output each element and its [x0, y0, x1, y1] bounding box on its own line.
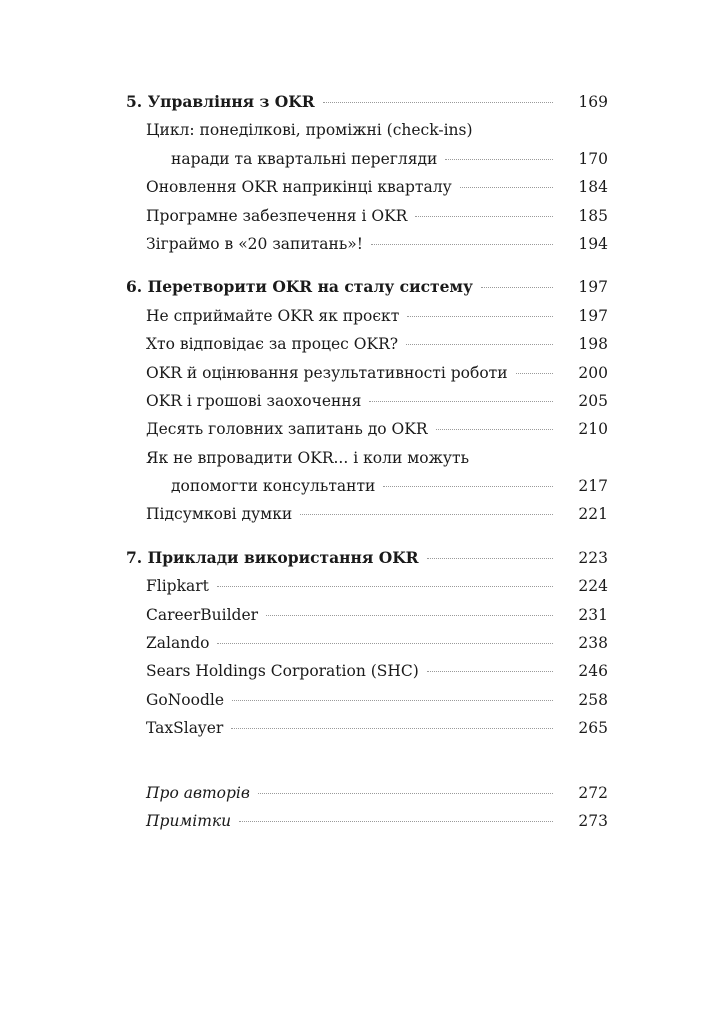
- toc-entry[interactable]: [126, 415, 608, 443]
- entry-title: Цикл: понеділкові, проміжні (check-ins): [146, 121, 473, 140]
- page-number: 210: [578, 420, 608, 439]
- page-number: 258: [578, 690, 608, 709]
- dot-leader: [266, 614, 553, 616]
- page-number: 198: [578, 335, 608, 354]
- dot-leader: [371, 243, 553, 245]
- entry-title: Примітки: [146, 811, 232, 830]
- entry-title: OKR і грошові заохочення: [146, 391, 362, 410]
- dot-leader: [383, 485, 553, 487]
- toc-entry-continuation[interactable]: [126, 472, 608, 500]
- chapter-title: 7. Приклади використання OKR: [126, 547, 419, 567]
- entry-title-continuation: наради та квартальні перегляди: [171, 149, 438, 168]
- entry-title: Flipkart: [146, 577, 209, 596]
- toc-entry[interactable]: [126, 686, 608, 714]
- page-number: 223: [578, 548, 608, 567]
- dot-leader: [427, 557, 553, 559]
- page-number: 194: [578, 234, 608, 253]
- toc-entry[interactable]: [126, 500, 608, 528]
- page-number: 205: [578, 391, 608, 410]
- dot-leader: [445, 158, 553, 160]
- entry-title: CareerBuilder: [146, 605, 259, 624]
- dot-leader: [217, 585, 553, 587]
- toc-entry[interactable]: [126, 387, 608, 415]
- page-number: 169: [578, 93, 608, 111]
- dot-leader: [427, 670, 553, 672]
- entry-title: Програмне забезпечення і OKR: [146, 206, 408, 225]
- entry-title: TaxSlayer: [146, 719, 224, 738]
- page-number: 265: [578, 719, 608, 738]
- toc-entry[interactable]: [126, 230, 608, 258]
- entry-title: Sears Holdings Corporation (SHC): [146, 662, 419, 681]
- dot-leader: [239, 820, 553, 822]
- page-number: 221: [578, 505, 608, 524]
- entry-title: Десять головних запитань до OKR: [146, 420, 428, 439]
- page-number: 217: [578, 477, 608, 496]
- page-number: 170: [578, 149, 608, 168]
- dot-leader: [460, 186, 553, 188]
- toc-entry[interactable]: [126, 116, 608, 144]
- dot-leader: [217, 642, 553, 644]
- dot-leader: [258, 792, 553, 794]
- entry-title: Zalando: [146, 634, 210, 653]
- page-number: 246: [578, 662, 608, 681]
- toc-entry[interactable]: [126, 714, 608, 742]
- toc-chapter-heading[interactable]: [126, 544, 608, 572]
- page-number: 224: [578, 577, 608, 596]
- toc-entry[interactable]: [126, 629, 608, 657]
- entry-title: Зіграймо в «20 запитань»!: [146, 234, 363, 253]
- chapter-title: 6. Перетворити OKR на сталу систему: [126, 277, 473, 297]
- entry-title: Не сприймайте OKR як проєкт: [146, 306, 400, 325]
- entry-title: OKR й оцінювання результативності роботи: [146, 363, 508, 382]
- page-number: 238: [578, 634, 608, 653]
- toc-entry[interactable]: [126, 572, 608, 600]
- toc-entry[interactable]: [126, 302, 608, 330]
- page-number: 185: [578, 206, 608, 225]
- toc-entry[interactable]: [126, 330, 608, 358]
- toc-entry[interactable]: [126, 657, 608, 685]
- toc-section-6: [126, 273, 608, 529]
- toc-entry[interactable]: [126, 359, 608, 387]
- dot-leader: [516, 372, 553, 374]
- toc-section-7: [126, 544, 608, 743]
- toc-back-matter: [126, 779, 608, 836]
- page-number: 200: [578, 363, 608, 382]
- page-number: 231: [578, 605, 608, 624]
- dot-leader: [406, 343, 553, 345]
- toc-chapter-heading[interactable]: [126, 273, 608, 301]
- toc-entry-continuation[interactable]: [126, 145, 608, 173]
- toc-chapter-heading[interactable]: [126, 88, 608, 116]
- entry-title: Оновлення OKR наприкінці кварталу: [146, 178, 452, 197]
- entry-title: GoNoodle: [146, 690, 224, 709]
- page-number: 197: [578, 278, 608, 297]
- toc-entry-notes[interactable]: [126, 807, 608, 835]
- page-number: 197: [578, 306, 608, 325]
- entry-title-continuation: допомогти консультанти: [171, 477, 376, 496]
- dot-leader: [407, 315, 553, 317]
- dot-leader: [323, 101, 553, 103]
- toc-entry[interactable]: [126, 173, 608, 201]
- entry-title: Хто відповідає за процес OKR?: [146, 335, 399, 354]
- toc-section-5: [126, 88, 608, 258]
- toc-entry[interactable]: [126, 202, 608, 230]
- page-number: 184: [578, 178, 608, 197]
- toc-entry-about-authors[interactable]: [126, 779, 608, 807]
- dot-leader: [300, 513, 553, 515]
- dot-leader: [481, 286, 553, 288]
- toc-entry[interactable]: [126, 601, 608, 629]
- table-of-contents: [126, 88, 608, 835]
- entry-title: Підсумкові думки: [146, 505, 293, 524]
- chapter-title: 5. Управління з OKR: [126, 92, 315, 111]
- dot-leader: [436, 428, 554, 430]
- page-number: 272: [578, 783, 608, 802]
- entry-title: Як не впровадити OKR... і коли можуть: [146, 448, 470, 467]
- toc-entry[interactable]: [126, 444, 608, 472]
- dot-leader: [231, 727, 553, 729]
- dot-leader: [232, 699, 553, 701]
- entry-title: Про авторів: [146, 783, 250, 802]
- dot-leader: [415, 215, 553, 217]
- page-number: 273: [578, 811, 608, 830]
- dot-leader: [369, 400, 553, 402]
